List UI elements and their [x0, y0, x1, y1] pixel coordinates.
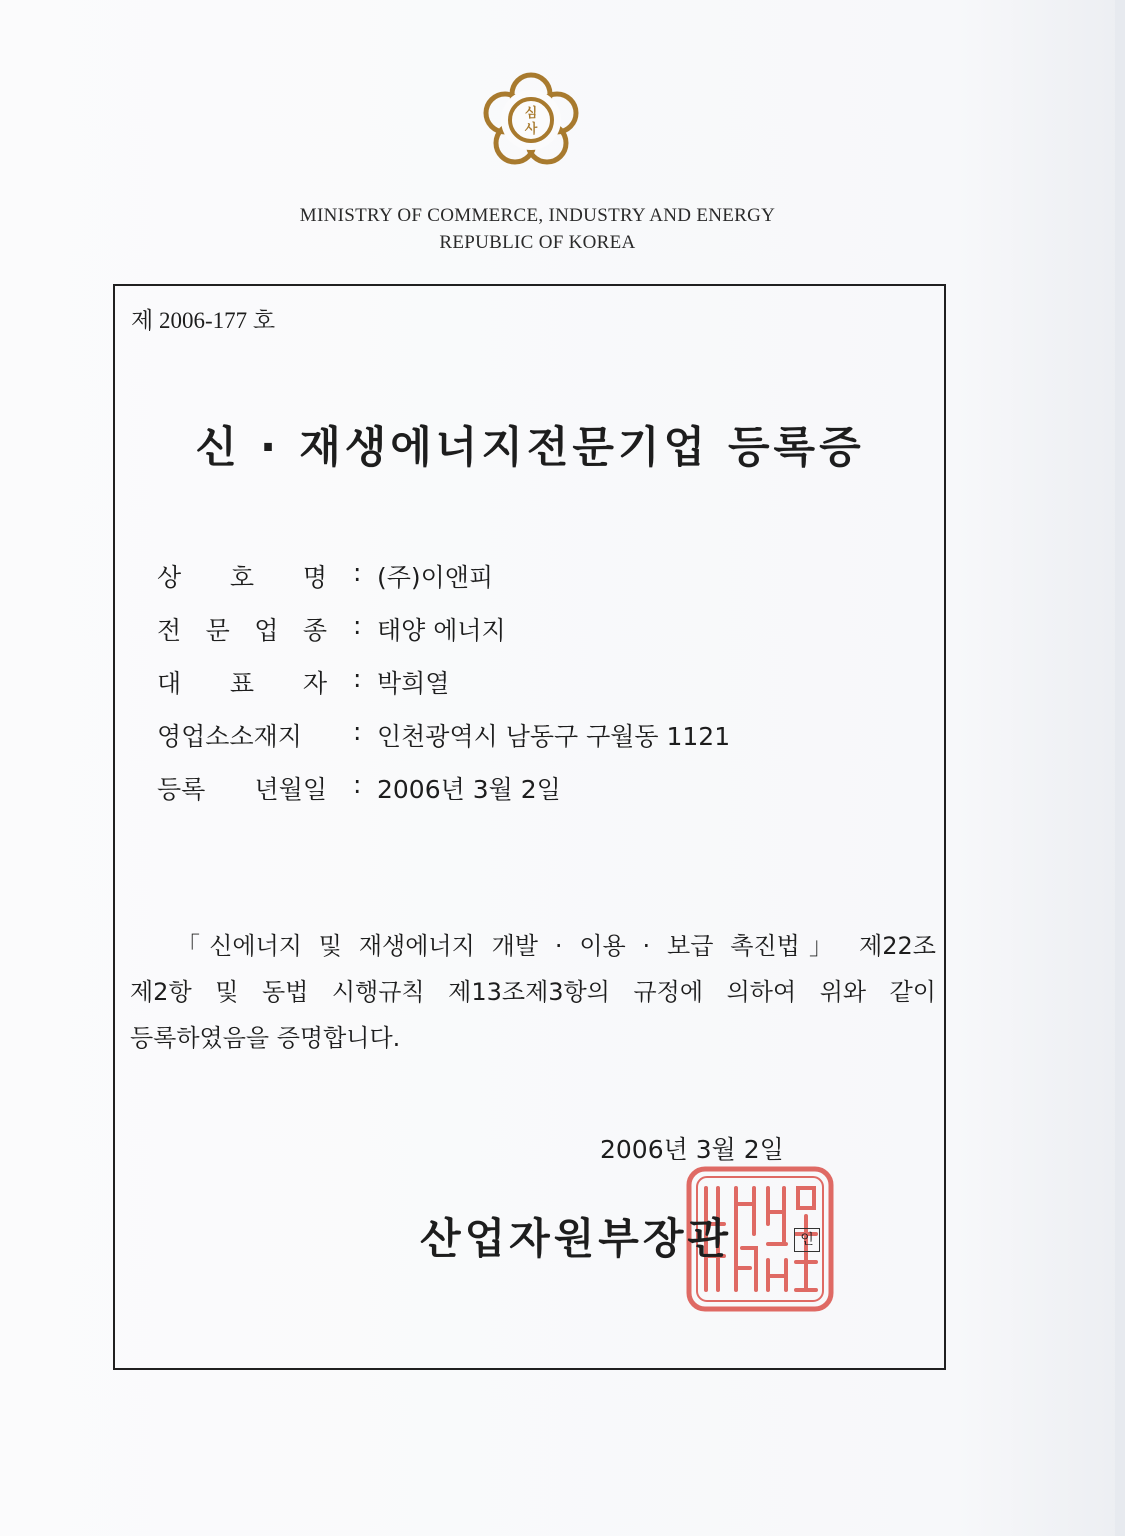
issuer-title: 산업자원부장관: [420, 1214, 733, 1263]
field-value: 태양 에너지: [377, 616, 506, 645]
label-char: 호: [229, 563, 255, 592]
label-char: 등록: [157, 775, 206, 804]
emblem-text-top: 심: [524, 106, 538, 121]
label-char: 업: [254, 616, 279, 645]
certificate-number: 제 2006-177 호: [131, 308, 276, 333]
field-label: [157, 611, 327, 647]
field-label: [157, 558, 327, 594]
emblem-text-bottom: 사: [524, 122, 538, 137]
field-colon: :: [353, 717, 362, 746]
country-name: REPUBLIC OF KOREA: [439, 232, 636, 253]
label-char: 문: [205, 616, 230, 645]
body-line-1: 「신에너지 및 재생에너지 개발 · 이용 · 보급 촉진법」 제22조: [176, 932, 936, 960]
ministry-name: MINISTRY OF COMMERCE, INDUSTRY AND ENERGY: [299, 205, 776, 226]
field-colon: :: [353, 558, 362, 587]
field-colon: :: [353, 611, 362, 640]
field-label: [157, 717, 327, 753]
label-char: 표: [229, 669, 255, 698]
label-char: 자: [302, 669, 327, 698]
field-value: 2006년 3월 2일: [377, 775, 561, 804]
field-value: 박희열: [377, 669, 450, 698]
seal-mark: 인: [794, 1228, 820, 1252]
field-value: (주)이앤피: [377, 563, 494, 592]
label-char: 명: [302, 563, 327, 592]
body-line-3: 등록하였음을 증명합니다.: [130, 1024, 401, 1052]
label-char: 상: [157, 563, 182, 592]
field-label: [157, 770, 327, 806]
label-char: 년월일: [254, 775, 327, 804]
issue-date: 2006년 3월 2일: [600, 1135, 784, 1164]
field-colon: :: [353, 664, 362, 693]
label-char: 대: [157, 669, 182, 698]
label-char: 종: [302, 616, 327, 645]
label-char: 영업소소재지: [157, 722, 302, 751]
field-value: 인천광역시 남동구 구월동 1121: [377, 722, 731, 751]
body-line-2: 제2항 및 동법 시행규칙 제13조제3항의 규정에 의하여 위와 같이: [130, 978, 936, 1006]
field-colon: :: [353, 770, 362, 799]
certificate-title: 신 · 재생에너지전문기업 등록증: [195, 423, 865, 473]
field-label: [157, 664, 327, 700]
government-emblem-icon: [481, 70, 581, 166]
page-edge-shadow: [1115, 0, 1125, 1536]
label-char: 전: [157, 616, 182, 645]
